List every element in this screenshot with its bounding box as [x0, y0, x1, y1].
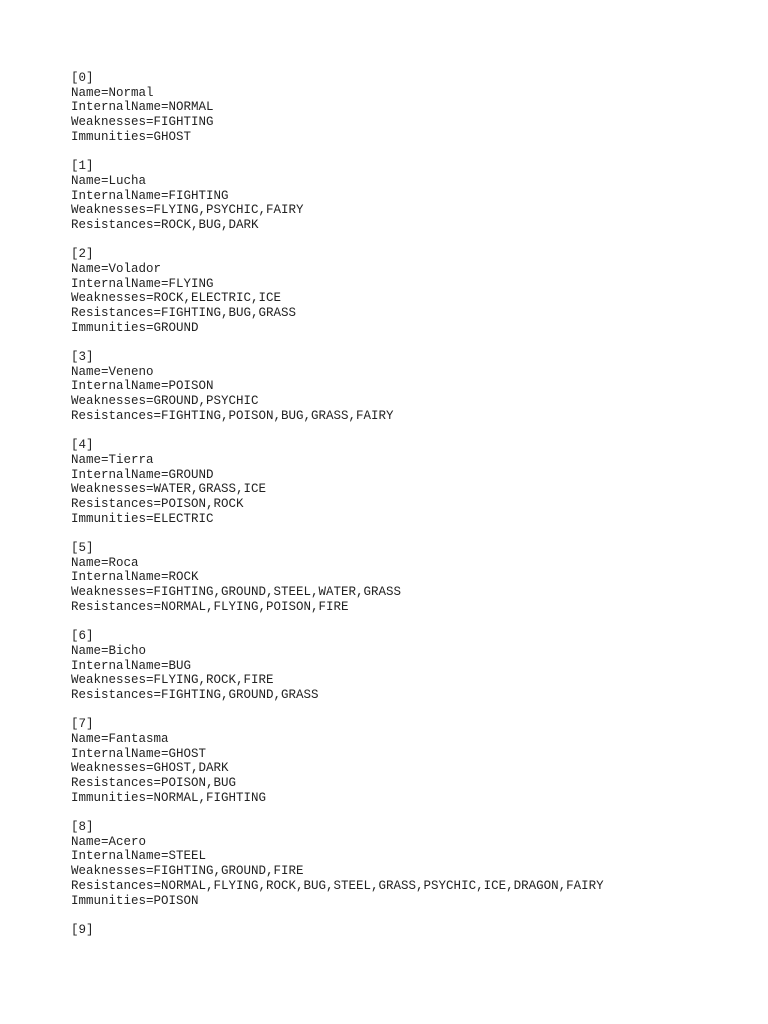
- entry-index: [7]: [71, 717, 94, 732]
- entry-index: [2]: [71, 247, 94, 262]
- entry-line: Immunities=POISON: [71, 893, 199, 908]
- entry-line: Resistances=POISON,BUG: [71, 776, 237, 790]
- type-entry-8: [71, 820, 751, 908]
- entry-index: [6]: [71, 629, 94, 644]
- type-entry-0: [71, 71, 751, 144]
- entry-line: Name=Tierra: [71, 452, 154, 467]
- entry-line: InternalName=POISON: [71, 379, 214, 394]
- entry-line: Weaknesses=ROCK,ELECTRIC,ICE: [71, 291, 282, 306]
- entry-line: Immunities=GROUND: [71, 320, 199, 335]
- entry-line: Resistances=POISON,ROCK: [71, 496, 244, 511]
- entry-line: InternalName=GROUND: [71, 467, 214, 482]
- entry-line: Name=Roca: [71, 555, 139, 570]
- entry-line: InternalName=STEEL: [71, 849, 207, 864]
- entry-line: Weaknesses=GHOST,DARK: [71, 761, 229, 776]
- type-entry-9: [71, 923, 751, 938]
- type-entry-2: [71, 247, 751, 335]
- entry-line: Resistances=FIGHTING,BUG,GRASS: [71, 306, 297, 320]
- entry-line: Resistances=ROCK,BUG,DARK: [71, 217, 259, 232]
- type-entry-3: [71, 350, 751, 423]
- entry-index: [9]: [71, 922, 94, 937]
- entry-index: [8]: [71, 820, 94, 835]
- entry-line: Name=Bicho: [71, 643, 147, 658]
- entry-index: [0]: [71, 71, 94, 85]
- type-entry-4: [71, 438, 751, 526]
- entry-line: InternalName=ROCK: [71, 570, 199, 585]
- entry-line: Weaknesses=FIGHTING,GROUND,STEEL,WATER,GRASS: [71, 585, 402, 600]
- entry-line: Name=Lucha: [71, 173, 147, 188]
- type-entry-5: [71, 541, 751, 614]
- entry-line: Name=Acero: [71, 834, 147, 849]
- entry-line: Weaknesses=FIGHTING: [71, 115, 214, 130]
- entry-index: [1]: [71, 159, 94, 174]
- entry-index: [5]: [71, 541, 94, 555]
- entry-line: InternalName=FIGHTING: [71, 188, 229, 203]
- entry-index: [3]: [71, 350, 94, 365]
- entry-line: Immunities=GHOST: [71, 129, 192, 144]
- entry-line: Resistances=NORMAL,FLYING,POISON,FIRE: [71, 599, 349, 614]
- entry-line: Immunities=ELECTRIC: [71, 511, 214, 526]
- entry-line: Weaknesses=GROUND,PSYCHIC: [71, 394, 259, 409]
- document-body: [71, 71, 751, 952]
- entry-line: Resistances=NORMAL,FLYING,ROCK,BUG,STEEL,GRASS,PSYCHIC,ICE,DRAGON,FAIRY: [71, 878, 604, 893]
- entry-line: Name=Normal: [71, 85, 154, 100]
- entry-line: Name=Volador: [71, 261, 162, 276]
- type-entry-1: [71, 159, 751, 232]
- entry-line: Resistances=FIGHTING,POISON,BUG,GRASS,FAIRY: [71, 408, 394, 423]
- entry-index: [4]: [71, 438, 94, 453]
- entry-line: Weaknesses=FLYING,ROCK,FIRE: [71, 673, 274, 688]
- entry-line: Resistances=FIGHTING,GROUND,GRASS: [71, 687, 319, 702]
- entry-line: InternalName=GHOST: [71, 746, 207, 761]
- entry-line: Weaknesses=WATER,GRASS,ICE: [71, 482, 267, 497]
- entry-line: Name=Veneno: [71, 364, 154, 379]
- entry-line: Weaknesses=FIGHTING,GROUND,FIRE: [71, 864, 304, 879]
- entry-line: InternalName=NORMAL: [71, 100, 214, 115]
- entry-line: Immunities=NORMAL,FIGHTING: [71, 790, 267, 805]
- type-entry-6: [71, 629, 751, 702]
- entry-line: Name=Fantasma: [71, 731, 169, 746]
- entry-line: InternalName=FLYING: [71, 276, 214, 291]
- entry-line: InternalName=BUG: [71, 658, 192, 673]
- entry-line: Weaknesses=FLYING,PSYCHIC,FAIRY: [71, 203, 304, 218]
- type-entry-7: [71, 717, 751, 805]
